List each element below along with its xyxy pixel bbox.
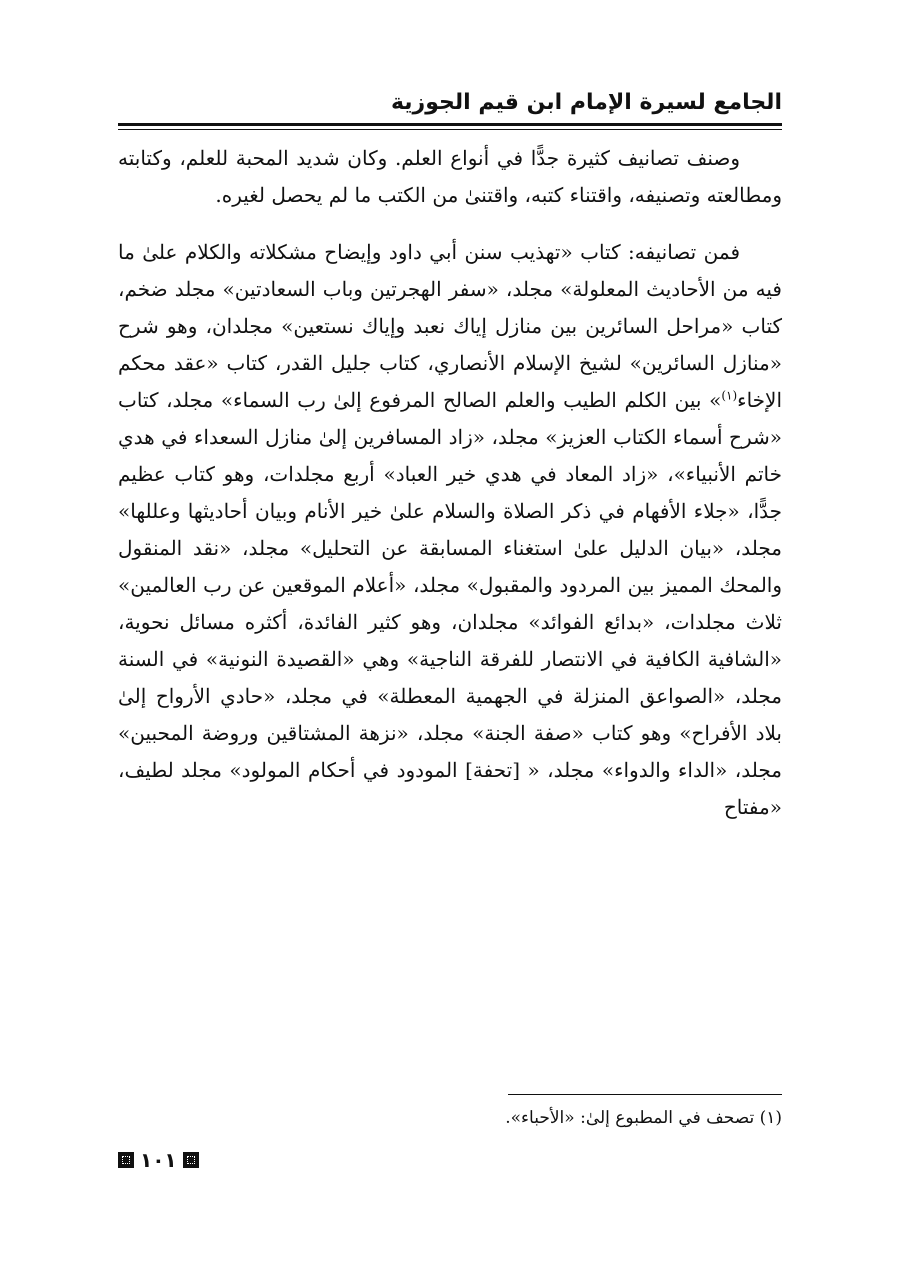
main-text: [118, 140, 782, 826]
header-rule-thin: [118, 129, 782, 130]
footnote-separator: [508, 1094, 782, 1095]
ornament-right-icon: [183, 1152, 199, 1168]
paragraph-2-part-1: فمن تصانيفه: كتاب «تهذيب سنن أبي داود وإيضاح مشكلاته والكلام علىٰ ما فيه من الأحاديث المعلولة» مجلد، «سفر الهجرتين وباب السعادتين» مجلد ضخم، كتاب «مراحل السائرين بين منازل إياك نعبد وإياك نستعين» مجلدان، وهو شرح «منازل السائرين» لشيخ الإسلام الأنصاري، كتاب جليل القدر، كتاب «عقد محكم الإخاء: [118, 240, 782, 412]
paragraph-2: [118, 234, 782, 826]
paragraph-1: وصنف تصانيف كثيرة جدًّا في أنواع العلم. وكان شديد المحبة للعلم، وكتابته ومطالعته وتصنيفه، واقتناء كتبه، واقتنىٰ من الكتب ما لم يحصل لغيره.: [118, 146, 782, 207]
footnote: (١) تصحف في المطبوع إلىٰ: «الأحباء».: [505, 1108, 782, 1128]
page-number: ١٠١: [140, 1148, 177, 1172]
page-number-block: [118, 1148, 199, 1172]
running-header: الجامع لسيرة الإمام ابن قيم الجوزية: [390, 90, 782, 115]
ornament-left-icon: [118, 1152, 134, 1168]
header-rule-thick: [118, 123, 782, 126]
paragraph-2-part-2: » بين الكلم الطيب والعلم الصالح المرفوع إلىٰ رب السماء» مجلد، كتاب «شرح أسماء الكتاب العزيز» مجلد، «زاد المسافرين إلىٰ منازل السعداء في هدي خاتم الأنبياء»، «زاد المعاد في هدي خير العباد» أربع مجلدات، وهو كتاب عظيم جدًّا، «جلاء الأفهام في ذكر الصلاة والسلام علىٰ خير الأنام وبيان أحاديثها وعللها» مجلد، «بيان الدليل علىٰ استغناء المسابقة عن التحليل» مجلد، «نقد المنقول والمحك المميز بين المردود والمقبول» مجلد، «أعلام الموقعين عن رب العالمين» ثلاث مجلدات، «بدائع الفوائد» مجلدان، وهو كثير الفائدة، أكثره مسائل نحوية، «الشافية الكافية في الانتصار للفرقة الناجية» وهي «القصيدة النونية» في السنة مجلد، «الصواعق المنزلة في الجهمية المعطلة» في مجلد، «حادي الأرواح إلىٰ بلاد الأفراح» وهو كتاب «صفة الجنة» مجلد، «نزهة المشتاقين وروضة المحبين» مجلد، «الداء والدواء» مجلد، « [تحفة] المودود في أحكام المولود» مجلد لطيف، «مفتاح: [118, 388, 782, 819]
footnote-reference: (١): [721, 388, 738, 403]
